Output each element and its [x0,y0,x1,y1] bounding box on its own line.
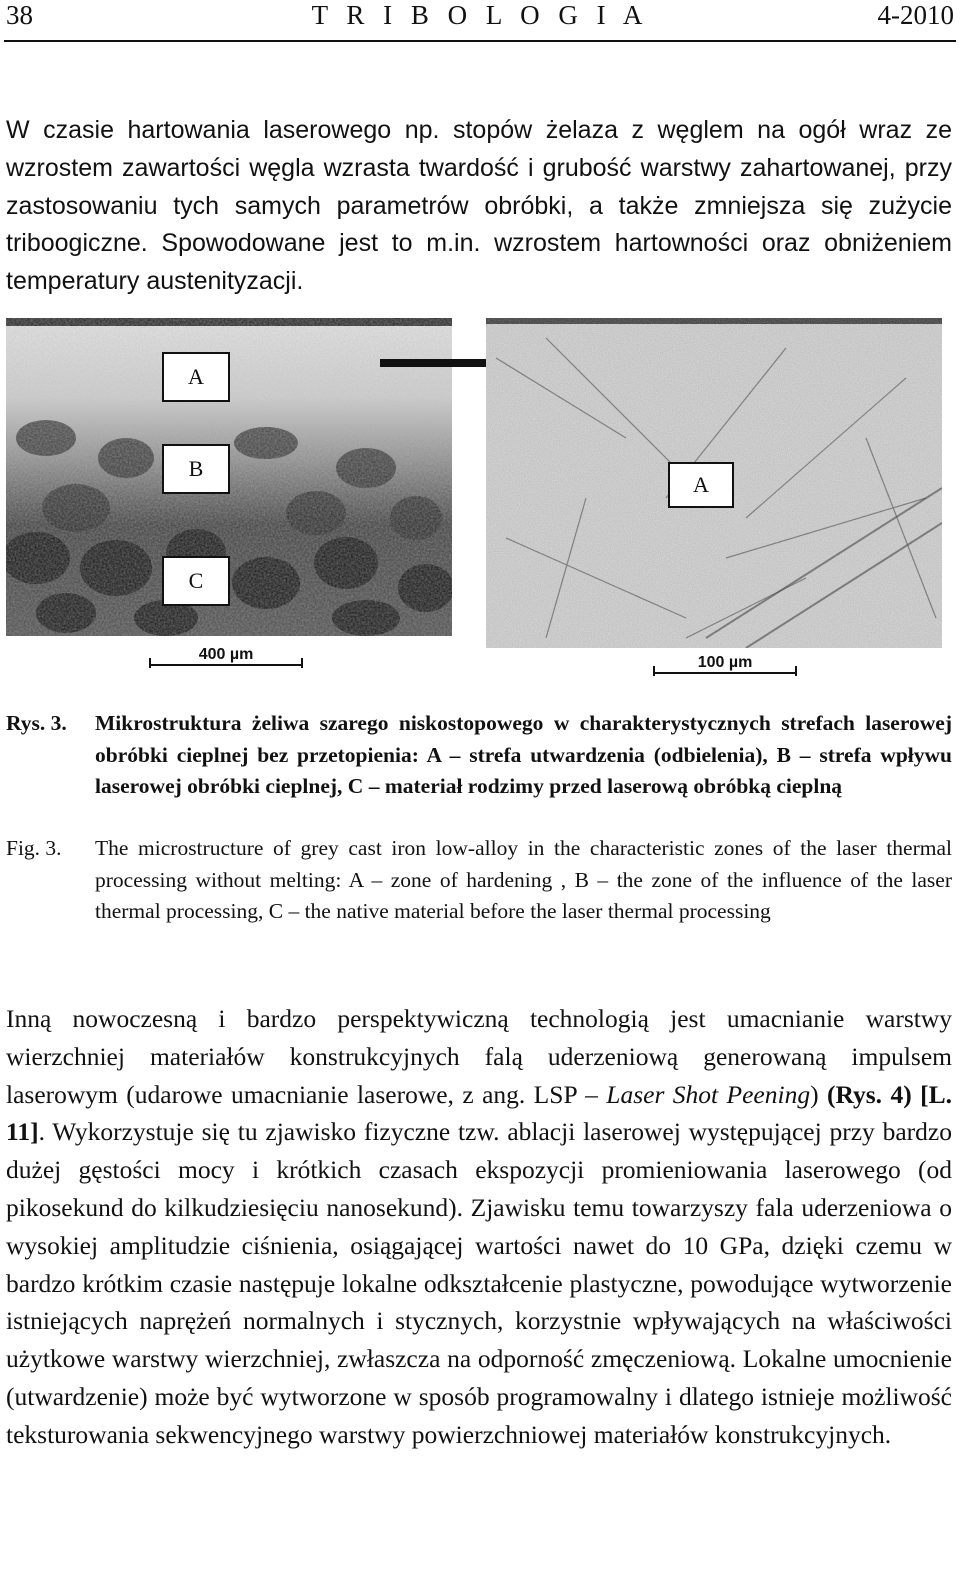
scalebar-left [148,648,304,670]
zone-label-c: C [162,556,230,606]
scalebar-right [652,656,798,678]
caption-polish-label: Rys. 3. [6,711,67,735]
figure-reference: (Rys. 4) [L. 11] [6,1079,952,1147]
issue-number: 4-2010 [877,0,954,30]
caption-english-text: The microstructure of grey cast iron low-alloy in the characteristic zones of the laser thermal processing without melting: A – zone of hardening , B – the zone of the influence of the laser thermal processing, C – the native material before the laser thermal processing [95,836,952,923]
page-header [6,0,954,40]
scalebar-left-label: 400 µm [198,646,254,663]
page-number: 38 [6,0,33,30]
lsp-paragraph-part3: . Wykorzystuje się tu zjawisko fizyczne tzw. ablacji laserowej występującej przy bardzo dużej gęstości mocy i krótkich czasach ekspozycji promieniowania laserowego (od pikosekund do kilkudziesięciu nanosekund). Zjawisku temu towarzyszy fala uderzeniowa o wysokiej amplitudzie ciśnienia, osiągającej wartości nawet do 10 GPa, dzięki czemu w bardzo krótkim czasie następuje lokalne odkształcenie plastyczne, powodujące wytworzenie istniejących naprężeń normalnych i stycznych, korzystnie wpływających na właściwości użytkowe warstwy wierzchniej, zwłaszcza na odporność zmęczeniową. Lokalne umocnienie (utwardzenie) może być wytworzone w sposób programowalny i dlatego istnieje możliwość teksturowania sekwencyjnego warstwy powierzchniowej materiałów konstrukcyjnych. [6,1117,952,1449]
scalebar-right-label: 100 µm [697,654,753,671]
journal-title: T R I B O L O G I A [311,0,649,30]
header-rule [4,40,956,42]
zone-label-a: A [162,352,230,402]
zone-label-b: B [162,444,230,494]
lsp-paragraph [6,1000,952,1454]
micrograph-right [486,318,942,648]
lsp-term: Laser Shot Peening [606,1079,811,1109]
caption-polish [6,708,952,803]
caption-english-label: Fig. 3. [6,836,62,860]
zone-label-a-right: A [668,462,734,508]
caption-polish-text: Mikrostruktura żeliwa szarego niskostopowego w charakterystycznych strefach laserowej obróbki cieplnej bez przetopienia: A – strefa utwardzenia (odbielenia), B – strefa wpływu laserowej obróbki cieplnej, C – materiał rodzimy przed laserową obróbką cieplną [95,711,952,798]
intro-paragraph: W czasie hartowania laserowego np. stopów żelaza z węglem na ogół wraz ze wzrostem zawartości węgla wzrasta twardość i grubość warstwy zahartowanej, przy zastosowaniu tych samych parametrów obróbki, a także zmniejsza się zużycie triboogiczne. Spowodowane jest to m.in. wzrostem hartowności oraz obniżeniem temperatury austenityzacji. [6,116,952,296]
caption-english [6,833,952,928]
lsp-paragraph-part2: ) [810,1079,827,1109]
lsp-paragraph-part1: Inną nowoczesną i bardzo perspektywiczną technologią jest umacnianie warstwy wierzchniej materiałów konstrukcyjnych falą uderzeniową generowaną impulsem laserowym (udarowe umacnianie laserowe, z ang. LSP – [6,1004,952,1109]
